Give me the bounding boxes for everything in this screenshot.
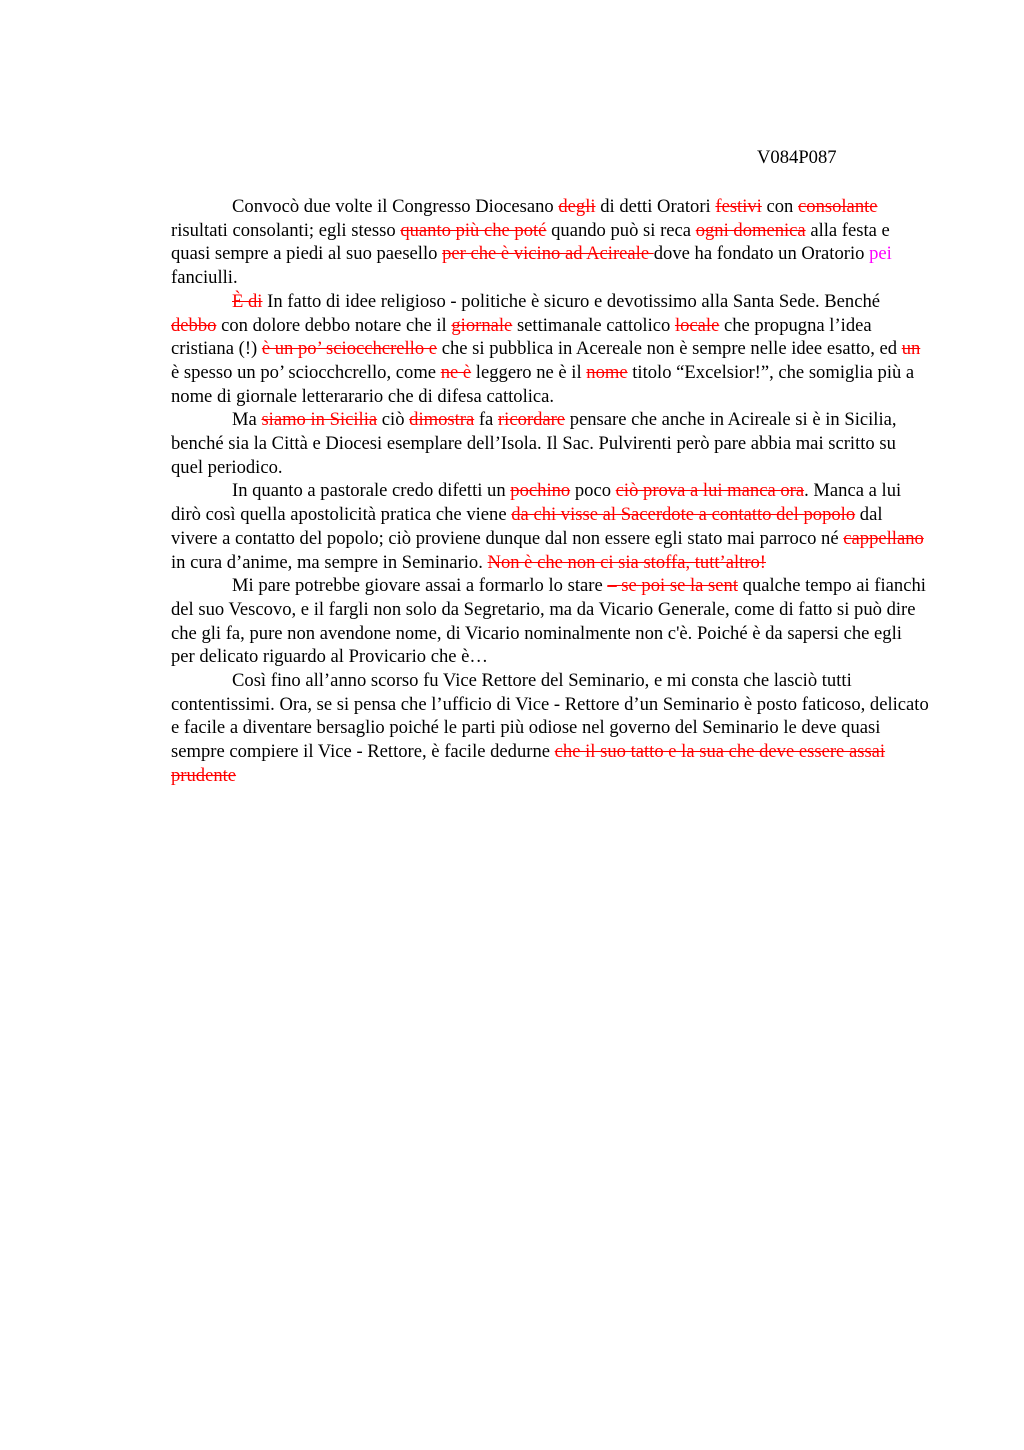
deleted-text: Non è che non ci sia stoffa, tutt’altro! — [487, 551, 766, 573]
body-text: Mi pare potrebbe giovare assai a formarlo lo stare — [232, 575, 608, 597]
body-text: che si pubblica in Acereale non è sempre nelle idee esatto, ed — [437, 338, 902, 360]
deleted-text: un — [901, 338, 921, 360]
body-text: dove ha fondato un Oratorio — [653, 243, 870, 265]
body-text: con — [761, 196, 799, 217]
deleted-text: ciò prova a lui manca ora — [615, 480, 805, 502]
deleted-text: locale — [674, 314, 720, 336]
body-text: . Manca a lui dirò così quella apostolicità pratica che viene — [171, 480, 902, 526]
deleted-text: siamo in Sicilia — [261, 409, 378, 431]
deleted-text: da chi visse al Sacerdote a contatto del popolo — [511, 504, 856, 526]
body-text: è spesso un po’ sciocchcrello, come — [171, 361, 441, 383]
paragraph — [171, 574, 929, 669]
body-text: che propugna l’idea cristiana (!) — [171, 314, 872, 360]
document-body — [171, 195, 929, 788]
paragraph — [171, 479, 929, 574]
body-text: settimanale cattolico — [512, 314, 675, 336]
deleted-text: debbo — [171, 314, 217, 336]
deleted-text: consolante — [798, 196, 878, 217]
body-text: Ma — [232, 409, 262, 431]
body-text: dal vivere a contatto del popolo; ciò proviene dunque dal non essere egli stato mai parroco né — [171, 504, 883, 549]
deleted-text: quanto più che poté — [400, 219, 547, 241]
body-text: in cura d’anime, ma sempre in Seminario. — [171, 551, 488, 573]
body-text: con dolore debbo notare che il — [216, 314, 452, 336]
deleted-text: ricordare — [497, 409, 566, 431]
paragraph — [171, 290, 929, 409]
body-text: di detti Oratori — [595, 196, 716, 217]
deleted-text: – se poi se la sent — [607, 575, 738, 597]
deleted-text: cappellano — [843, 527, 924, 549]
deleted-text: degli — [558, 196, 596, 217]
page-code: V084P087 — [757, 147, 837, 168]
body-text: qualche tempo ai fianchi del suo Vescovo, e il fargli non solo da Segretario, ma da Vicario Generale, come di fatto si può dire che gli fa, pure non avendone nome, di Vicario nominalmente non c'è. Poiché è da sapersi che egli per delicato riguardo al Provicario che è… — [171, 575, 926, 668]
body-text: In quanto a pastorale credo difetti un — [232, 480, 511, 502]
deleted-text: per che è vicino ad Acireale — [442, 243, 654, 265]
body-text: titolo “Excelsior!”, che somiglia più a nome di giornale letterarario che di difesa cattolica. — [171, 361, 915, 407]
body-text: ciò — [377, 409, 410, 431]
body-text: quando può si reca — [546, 219, 696, 241]
paragraph — [171, 195, 929, 290]
body-text: pensare che anche in Acireale si è in Sicilia, benché sia la Città e Diocesi esemplare dell’Isola. Il Sac. Pulvirenti però pare abbia mai scritto su quel periodico. — [171, 409, 897, 478]
body-text: fa — [474, 409, 498, 431]
deleted-text: È di — [232, 290, 263, 312]
deleted-text: ogni domenica — [695, 219, 806, 241]
deleted-text: giornale — [451, 314, 513, 336]
paragraph — [171, 669, 929, 788]
body-text: risultati consolanti; egli stesso — [171, 219, 401, 241]
deleted-text: è un po’ sciocchcrello e — [261, 338, 438, 360]
body-text: alla festa e quasi sempre a piedi al suo paesello — [171, 219, 890, 265]
body-text: poco — [570, 480, 616, 502]
deleted-text: nome — [586, 361, 628, 383]
inserted-text: pei — [869, 243, 892, 265]
deleted-text: ne è — [440, 361, 472, 383]
body-text: In fatto di idee religioso - politiche è sicuro e devotissimo alla Santa Sede. Benché — [262, 290, 881, 312]
body-text: Così fino all’anno scorso fu Vice Rettore del Seminario, e mi consta che lasciò tutti contentissimi. Ora, se si pensa che l’ufficio di Vice - Rettore d’un Seminario è posto faticoso, delicato e facile a diventare bersaglio poiché le parti più odiose nel governo del Seminario le deve quasi sempre compiere il Vice - Rettore, è facile dedurne — [171, 670, 929, 763]
body-text: fanciulli. — [171, 267, 238, 289]
deleted-text: che il suo tatto e la sua che deve essere assai prudente — [171, 741, 886, 786]
deleted-text: festivi — [715, 196, 762, 217]
deleted-text: pochino — [510, 480, 571, 502]
body-text: leggero ne è il — [471, 361, 587, 383]
paragraph — [171, 408, 929, 479]
deleted-text: dimostra — [409, 409, 475, 431]
body-text: Convocò due volte il Congresso Diocesano — [232, 196, 559, 217]
